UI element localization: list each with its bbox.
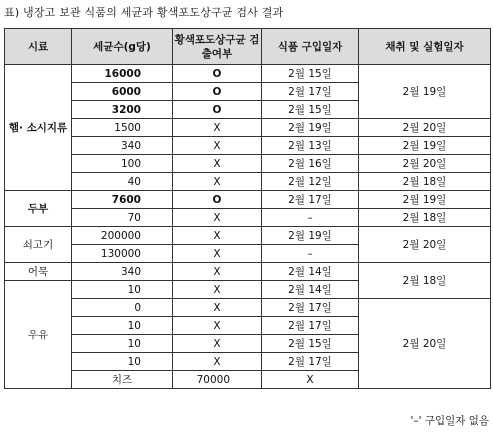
cell-staph: O — [173, 101, 262, 119]
cell-purchase: 2월 14일 — [262, 281, 359, 299]
cell-count: 10 — [72, 353, 173, 371]
cell-staph: O — [173, 65, 262, 83]
cell-purchase: 2월 13일 — [262, 137, 359, 155]
cell-purchase: – — [262, 245, 359, 263]
table-row — [5, 119, 491, 137]
cell-staph: X — [173, 281, 262, 299]
cell-staph: X — [173, 299, 262, 317]
cell-purchase: 2월 19일 — [262, 119, 359, 137]
cell-count: 70 — [72, 209, 173, 227]
cell-test-date: 2월 19일 — [359, 191, 491, 209]
cell-test-date: 2월 20일 — [359, 155, 491, 173]
cell-test-date: 2월 18일 — [359, 263, 491, 299]
cell-purchase: 2월 17일 — [262, 299, 359, 317]
cell-count: 10 — [72, 335, 173, 353]
sample-beef: 쇠고기 — [5, 227, 72, 263]
cell-purchase: 2월 15일 — [262, 335, 359, 353]
results-table — [4, 28, 491, 389]
sample-ham-sausage: 햄· 소시지류 — [5, 65, 72, 191]
cell-staph: X — [173, 209, 262, 227]
cell-test-date: 2월 20일 — [359, 119, 491, 137]
table-row — [5, 137, 491, 155]
table-row — [5, 65, 491, 83]
header-sample: 시료 — [5, 29, 72, 65]
table-row — [5, 209, 491, 227]
cell-count: 130000 — [72, 245, 173, 263]
header-staph-detection: 황색포도상구균 검출여부 — [173, 29, 262, 65]
cell-staph: X — [173, 173, 262, 191]
cell-staph: X — [173, 353, 262, 371]
header-purchase-date: 식품 구입일자 — [262, 29, 359, 65]
sample-fishcake: 어묵 — [5, 263, 72, 281]
cell-staph: X — [173, 119, 262, 137]
cell-test-date: 2월 20일 — [359, 227, 491, 263]
cell-count: 10 — [72, 317, 173, 335]
cell-purchase: 2월 14일 — [262, 263, 359, 281]
footnote: '–' 구입일자 없음 — [410, 415, 489, 427]
cell-test-date: 2월 18일 — [359, 173, 491, 191]
cell-count: 70000 — [173, 371, 262, 389]
cell-purchase: 2월 16일 — [262, 155, 359, 173]
cell-staph: O — [173, 191, 262, 209]
cell-count: 6000 — [72, 83, 173, 101]
cell-count: 340 — [72, 263, 173, 281]
table-caption: 표) 냉장고 보관 식품의 세균과 황색포도상구균 검사 결과 — [4, 6, 284, 19]
cell-purchase: 2월 15일 — [262, 65, 359, 83]
cell-count: 10 — [72, 281, 173, 299]
cell-count: 1500 — [72, 119, 173, 137]
header-test-date: 채취 및 실험일자 — [359, 29, 491, 65]
cell-staph: X — [173, 335, 262, 353]
cell-staph: X — [173, 317, 262, 335]
cell-count: 0 — [72, 299, 173, 317]
cell-test-date: 2월 19일 — [359, 137, 491, 155]
cell-purchase: 2월 17일 — [262, 317, 359, 335]
cell-purchase: – — [262, 209, 359, 227]
table-row — [5, 299, 491, 317]
sample-tofu: 두부 — [5, 191, 72, 227]
cell-test-date: 2월 18일 — [359, 209, 491, 227]
cell-staph: X — [173, 227, 262, 245]
cell-count: 3200 — [72, 101, 173, 119]
cell-staph: X — [173, 263, 262, 281]
table-row — [5, 173, 491, 191]
cell-count: 340 — [72, 137, 173, 155]
cell-test-date: 2월 19일 — [359, 65, 491, 119]
cell-staph: X — [173, 245, 262, 263]
cell-purchase: 2월 19일 — [262, 227, 359, 245]
cell-staph: O — [173, 83, 262, 101]
header-bacteria-count: 세균수(g당) — [72, 29, 173, 65]
cell-purchase: 2월 17일 — [262, 191, 359, 209]
table-row — [5, 191, 491, 209]
sample-cheese: 치즈 — [72, 371, 173, 389]
cell-count: 200000 — [72, 227, 173, 245]
cell-staph: X — [173, 137, 262, 155]
cell-purchase: 2월 17일 — [262, 353, 359, 371]
cell-count: 100 — [72, 155, 173, 173]
table-row — [5, 227, 491, 245]
cell-staph: X — [262, 371, 359, 389]
cell-count: 7600 — [72, 191, 173, 209]
table-row — [5, 263, 491, 281]
cell-purchase: 2월 15일 — [262, 101, 359, 119]
header-row — [5, 29, 491, 65]
cell-purchase: 2월 12일 — [262, 173, 359, 191]
cell-test-date: 2월 20일 — [359, 299, 491, 389]
cell-staph: X — [173, 155, 262, 173]
table-row — [5, 155, 491, 173]
cell-count: 40 — [72, 173, 173, 191]
cell-purchase: 2월 17일 — [262, 83, 359, 101]
sample-milk: 우유 — [5, 281, 72, 389]
cell-count: 16000 — [72, 65, 173, 83]
